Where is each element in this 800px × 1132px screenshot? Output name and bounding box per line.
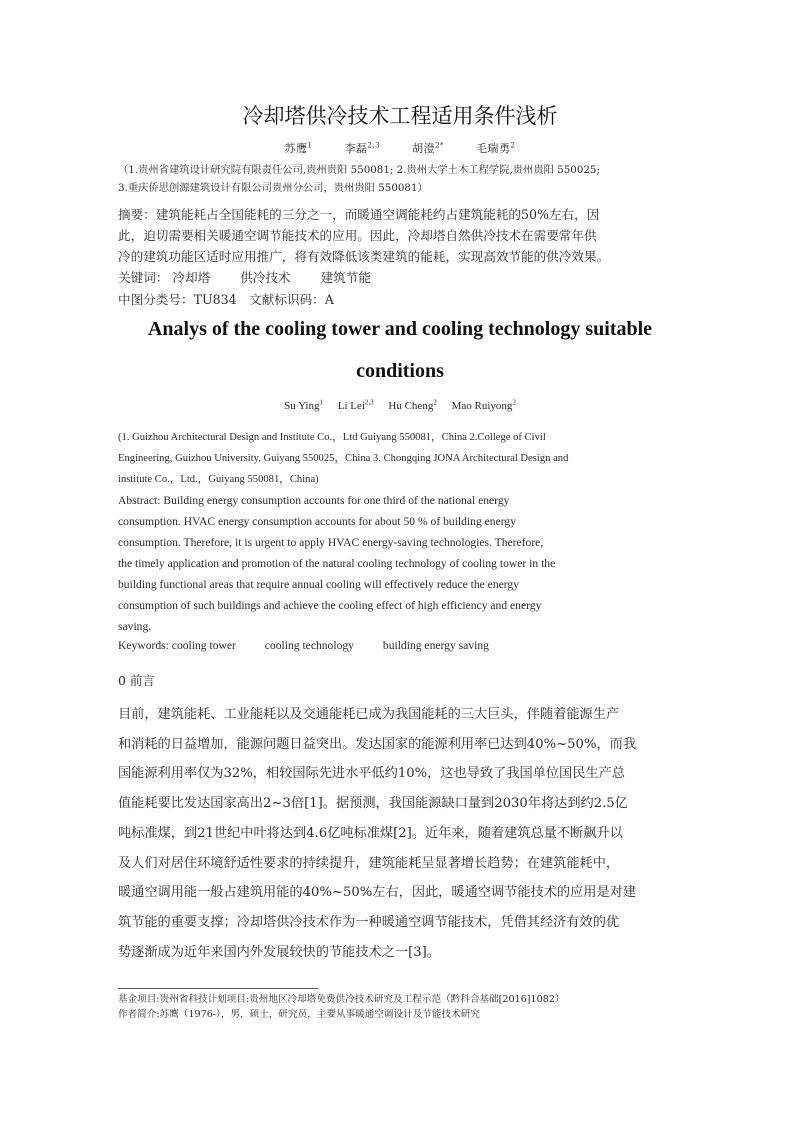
chinese-abstract-line: 此，迫切需要相关暖通空调节能技术的应用。因此，冷却塔自然供冷技术在需要常年供 [118, 228, 597, 243]
chinese-title: 冷却塔供冷技术工程适用条件浅析 [242, 104, 558, 128]
body-line: 势逐渐成为近年来国内外发展较快的节能技术之一[3]。 [118, 944, 440, 960]
section-heading: 0 前言 [118, 673, 155, 688]
body-line: 国能源利用率仅为32%，相较国际先进水平低约10%，这也导致了我国单位国民生产总 [118, 766, 625, 782]
english-abstract-line: Abstract: Building energy consumption accounts for one third of the national energy [118, 494, 510, 507]
chinese-author: 毛瑞勇$^2$ [476, 141, 516, 155]
english-author: Hu Cheng$^2$ [388, 398, 437, 412]
english-author: Su Ying$^1$ [284, 398, 323, 412]
chinese-keyword: 供冷技术 [240, 270, 291, 285]
english-keyword: cooling technology [264, 639, 354, 652]
chinese-abstract-line: 摘要：建筑能耗占全国能耗的三分之一，而暖通空调能耗约占建筑能耗的50%左右，因 [118, 207, 600, 222]
english-abstract-line: consumption. Therefore, it is urgent to apply HVAC energy-saving technologies. Therefore, [118, 536, 544, 549]
chinese-affiliation-line: （1.贵州省建筑设计研究院有限责任公司,贵州贵阳 550081; 2.贵州大学土木工程学院,贵州贵阳 550025; [118, 164, 600, 176]
chinese-keywords [118, 267, 371, 286]
english-abstract-line: consumption. HVAC energy consumption accounts for about 50 % of building energy [118, 515, 516, 528]
footnote-funding: 基金项目:贵州省科技计划项目:贵州地区冷却塔免费供冷技术研究及工程示范（黔科合基础[2016]1082） [118, 994, 565, 1005]
chinese-affiliation-line: 3.重庆侨思创源建筑设计有限公司贵州分公司，贵州贵阳 550081） [118, 182, 428, 194]
chinese-keyword: 建筑节能 [320, 270, 371, 285]
english-abstract-line: the timely application and promotion of the natural cooling technology of cooling tower in the [118, 557, 556, 570]
english-author: Li Lei$^{2,3}$ [337, 398, 374, 412]
english-author: Mao Ruiyong$^2$ [451, 398, 516, 412]
english-keywords-label: Keywords: [118, 639, 169, 652]
body-line: 目前，建筑能耗、工业能耗以及交通能耗已成为我国能耗的三大巨头，伴随着能源生产 [118, 707, 620, 722]
chinese-keywords-label: 关键词： [118, 270, 169, 285]
chinese-author: 胡澄$^{2*}$ [412, 141, 445, 155]
footnote-author-bio: 作者简介:苏鹰（1976-），男，硕士，研究员，主要从事暖通空调设计及节能技术研究 [118, 1009, 480, 1020]
english-title-line: Analys of the cooling tower and cooling technology suitable [147, 318, 653, 340]
chinese-authors [0, 140, 800, 156]
chinese-author: 李磊$^{2,3}$ [344, 141, 381, 155]
body-line: 筑节能的重要支撑；冷却塔供冷技术作为一种暖通空调节能技术，凭借其经济有效的优 [118, 914, 620, 930]
body-paragraph [118, 700, 682, 967]
body-line: 暖通空调用能一般占建筑用能的40%~50%左右，因此，暖通空调节能技术的应用是对建 [118, 885, 637, 901]
chinese-author: 苏鹰$^1$ [284, 141, 313, 155]
english-abstract-line: saving. [118, 620, 152, 633]
classification-number: 中图分类号：TU834 文献标识码：A [118, 292, 334, 307]
english-keyword: cooling tower [171, 639, 236, 652]
english-abstract-line: building functional areas that require annual cooling will effectively reduce the energy [118, 578, 520, 591]
chinese-abstract-line: 冷的建筑功能区适时应用推广，将有效降低该类建筑的能耗，实现高效节能的供冷效果。 [118, 249, 610, 264]
footnote-divider [118, 988, 318, 989]
english-title-line: conditions [356, 360, 444, 382]
english-affiliation-line: Engineering, Guizhou University, Guiyang 550025，China 3. Chongqing JONA Architectural Design and [118, 453, 569, 464]
english-authors [0, 400, 800, 412]
body-line: 值能耗要比发达国家高出2~3倍[1]。据预测，我国能源缺口量到2030年将达到约2.5亿 [118, 796, 628, 812]
english-abstract-line: consumption of such buildings and achieve the cooling effect of high efficiency and energy [118, 599, 542, 612]
english-keywords [118, 639, 489, 652]
body-line: 和消耗的日益增加，能源问题日益突出。发达国家的能源利用率已达到40%~50%，而我 [118, 736, 637, 752]
english-affiliation-line: (1. Guizhou Architectural Design and Institute Co.，Ltd Guiyang 550081，China 2.College of Civil [118, 432, 546, 443]
english-affiliation-line: institute Co.，Ltd.，Guiyang 550081，China) [118, 474, 319, 485]
body-line: 及人们对居住环境舒适性要求的持续提升，建筑能耗呈显著增长趋势；在建筑能耗中， [118, 855, 620, 871]
body-line: 吨标准煤，到21世纪中叶将达到4.6亿吨标准煤[2]。近年来，随着建筑总量不断飙升以 [118, 825, 623, 841]
english-keyword: building energy saving [382, 639, 489, 652]
chinese-keyword: 冷却塔 [172, 270, 211, 285]
